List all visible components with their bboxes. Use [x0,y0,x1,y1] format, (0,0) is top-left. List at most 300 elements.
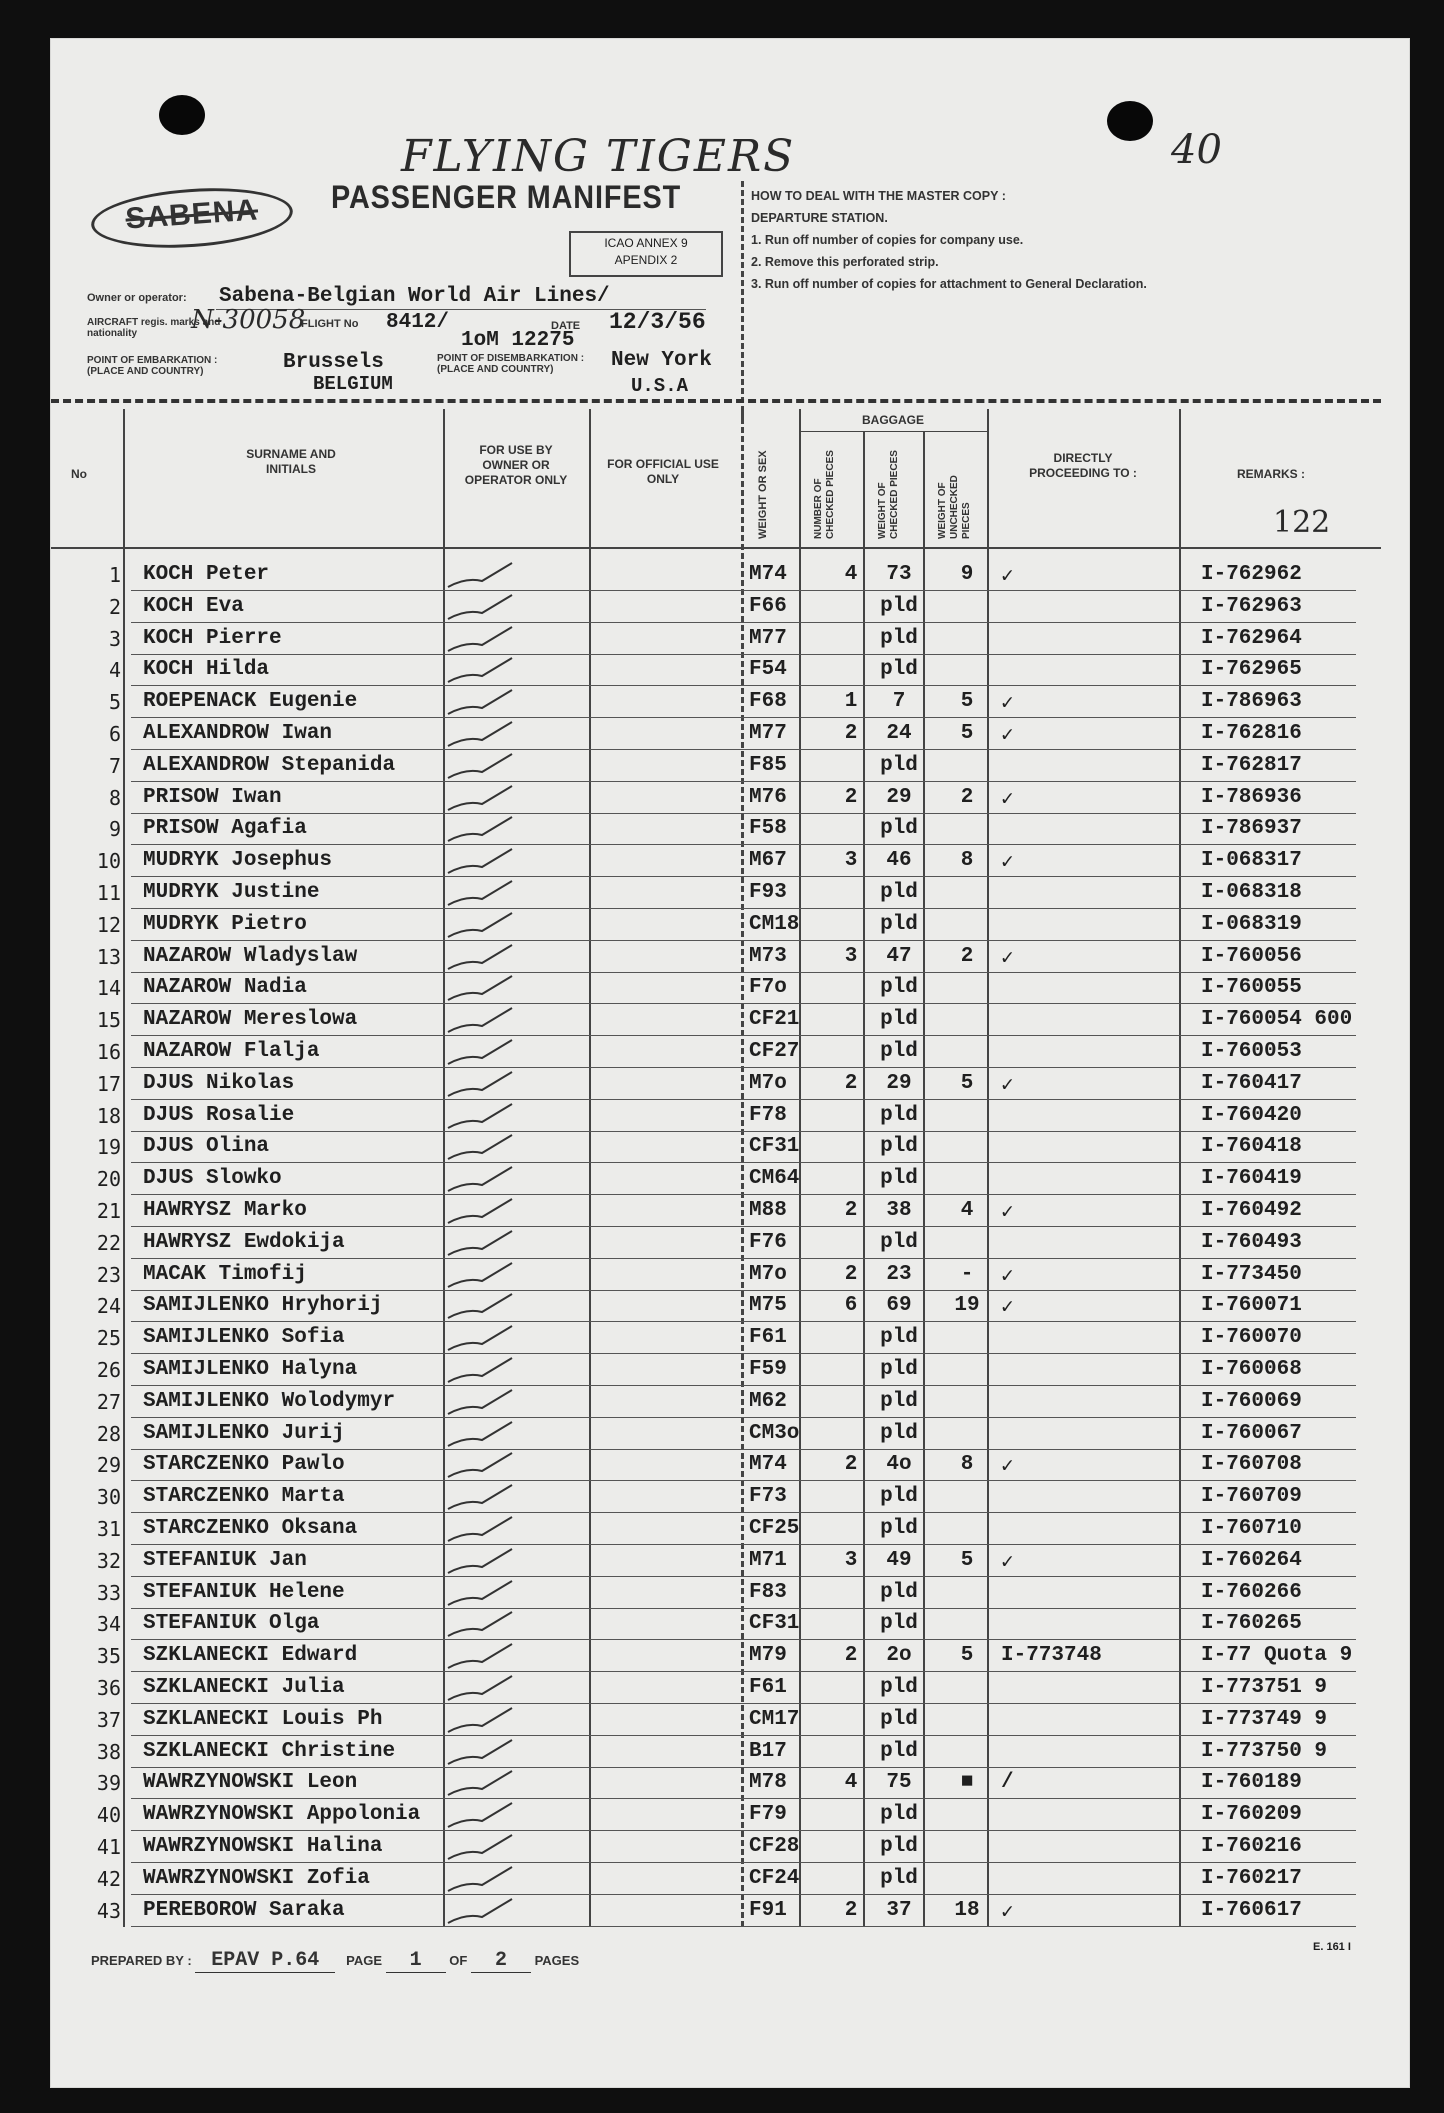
cell-ws: M74 [749,563,787,586]
cell-wc: 38 [886,1199,912,1222]
date-value: 12/3/56 [609,309,706,335]
checkmark-icon [446,1861,516,1897]
cell-wc: pld [880,817,918,841]
icao-line2: APENDIX 2 [614,253,678,267]
cell-ws: F73 [749,1485,787,1509]
checkmark-icon [446,684,516,720]
checkmark-icon [446,652,516,688]
cell-name: SAMIJLENKO Hryhorij [143,1294,383,1318]
cell-ws: CM64 [749,1167,800,1191]
cell-name: SZKLANECKI Julia [143,1676,345,1699]
checkmark-icon [446,621,516,657]
cell-wu: 5 [960,1071,974,1095]
cell-rem: I-760493 [1201,1230,1302,1254]
howto-instructions [751,185,1147,295]
table-row [51,1640,1391,1672]
cell-rem: I-762816 [1201,722,1302,745]
owner-value: Sabena-Belgian World Air Lines/ [219,285,610,308]
cell-np: 3 [844,944,858,968]
checkmark-icon [446,1288,516,1324]
flight-value: 8412/ [386,311,450,334]
cell-name: HAWRYSZ Marko [143,1199,307,1222]
cell-wc: 24 [886,722,912,745]
table-row [51,1195,1391,1227]
cell-name: KOCH Hilda [143,658,270,682]
cell-rem: I-760710 [1201,1517,1302,1540]
cell-no: 31 [96,1517,121,1541]
cell-name: PRISOW Iwan [143,785,282,809]
checkmark-icon [446,1447,516,1483]
cell-ws: M62 [749,1389,787,1413]
cell-wc: pld [880,753,918,777]
cell-np: 2 [844,1898,858,1922]
cell-dir: ✓ [1001,1297,1014,1321]
table-row [51,1131,1391,1163]
cell-no: 1 [108,563,121,587]
cell-no: 12 [96,912,121,937]
cell-ws: F58 [749,817,787,841]
cell-wu: 4 [960,1199,974,1222]
cell-ws: M77 [749,722,787,745]
flight-extra: 1oM 12275 [461,329,575,352]
cell-wc: 4o [886,1453,912,1477]
remarks-count: 122 [1273,505,1331,540]
cell-np: 3 [844,1548,858,1572]
row-rule [131,1926,1356,1927]
cell-name: HAWRYSZ Ewdokija [143,1230,345,1254]
cell-dir: ✓ [1001,693,1014,717]
checkmark-icon [446,1670,516,1706]
table-row [51,813,1391,845]
baggage-divider [799,431,987,432]
table-row [51,1354,1391,1386]
checkmark-icon [446,907,516,943]
cell-wc: pld [880,1803,918,1827]
cell-wu: 8 [960,849,974,873]
cell-name: DJUS Slowko [143,1167,282,1191]
table-row [51,1418,1391,1450]
cell-rem: I-760419 [1201,1167,1302,1191]
cell-dir: I-773748 [1001,1644,1102,1668]
cell-wc: pld [880,1676,918,1699]
col-weight-sex: WEIGHT OR SEX [757,450,769,539]
cell-name: WAWRZYNOWSKI Leon [143,1771,358,1795]
checkmark-icon [446,1193,516,1229]
cell-np: 2 [844,1199,858,1222]
cell-name: MACAK Timofij [143,1262,307,1286]
table-row [51,941,1391,973]
cell-ws: F59 [749,1358,787,1381]
flight-label: FLIGHT No [301,318,359,330]
cell-rem: I-760417 [1201,1071,1302,1095]
of-value: 2 [471,1949,531,1973]
aircraft-label: AIRCRAFT regis. marks and nationality [87,317,221,339]
col-owner-use: FOR USE BY OWNER OR OPERATOR ONLY [464,443,568,487]
table-row [51,686,1391,718]
cell-wc: pld [880,1389,918,1413]
cell-name: SZKLANECKI Louis Ph [143,1707,383,1731]
cell-ws: M78 [749,1771,787,1795]
cell-wu: 8 [960,1453,974,1477]
aircraft-value: N-30058 [191,305,306,335]
cell-ws: F78 [749,1103,787,1127]
cell-name: PEREBOROW Saraka [143,1898,345,1922]
cell-np: 2 [844,785,858,809]
checkmark-icon [446,970,516,1006]
cell-no: 34 [96,1612,121,1637]
cell-wc: pld [880,1421,918,1445]
table-row [51,1386,1391,1418]
cell-rem: I-760069 [1201,1389,1302,1413]
cell-wc: pld [880,1612,918,1636]
cell-no: 5 [108,690,121,715]
howto-title: HOW TO DEAL WITH THE MASTER COPY : [751,189,1006,203]
cell-no: 3 [108,626,121,651]
cell-ws: M88 [749,1199,787,1222]
cell-ws: M79 [749,1644,787,1668]
checkmark-icon [446,811,516,847]
cell-wu: ■ [960,1771,974,1795]
cell-np: 3 [844,849,858,873]
cell-dir: ✓ [1001,947,1014,971]
cell-no: 19 [96,1135,121,1160]
cell-wc: 69 [886,1294,912,1318]
punch-hole-right [1107,101,1153,141]
cell-dir: ✓ [1001,566,1014,589]
cell-ws: M71 [749,1548,787,1572]
cell-rem: I-786937 [1201,817,1302,841]
howto-station: DEPARTURE STATION. [751,211,888,225]
cell-np: 6 [844,1294,858,1318]
checkmark-icon [446,1257,516,1293]
cell-rem: I-760418 [1201,1135,1302,1159]
cell-wc: 49 [886,1548,912,1572]
cell-name: KOCH Eva [143,594,244,618]
cell-no: 13 [96,944,121,969]
table-row [51,1163,1391,1195]
cell-name: SZKLANECKI Christine [143,1739,396,1763]
icao-line1: ICAO ANNEX 9 [604,236,688,250]
cell-wu: 5 [960,690,974,714]
cell-wc: 75 [886,1771,912,1795]
embarkation-country: BELGIUM [313,373,393,395]
checkmark-icon [446,1352,516,1388]
table-row [51,877,1391,909]
checkmark-icon [446,557,516,593]
col-baggage: BAGGAGE [861,413,924,427]
cell-wc: pld [880,594,918,618]
checkmark-icon [446,1702,516,1738]
page-label: PAGE [346,1953,383,1968]
cell-dir: ✓ [1001,1202,1014,1225]
checkmark-icon [446,1416,516,1452]
page-value: 1 [386,1949,446,1973]
cell-wc: pld [880,1358,918,1381]
cell-ws: CF21 [749,1008,800,1032]
checkmark-icon [446,1066,516,1102]
cell-ws: F76 [749,1230,787,1254]
cell-name: STARCZENKO Pawlo [143,1453,345,1477]
cell-name: SZKLANECKI Edward [143,1644,358,1668]
cell-name: NAZAROW Nadia [143,976,307,1000]
table-row [51,591,1391,623]
table-row [51,1831,1391,1863]
cell-no: 41 [96,1835,121,1859]
table-row [51,1449,1391,1481]
cell-np: 2 [844,1071,858,1095]
embarkation-label: POINT OF EMBARKATION : (PLACE AND COUNTRY) [87,355,218,377]
table-row [51,1863,1391,1895]
checkmark-icon [446,1765,516,1801]
column-header-bottom [51,547,1381,549]
table-row [51,1704,1391,1736]
cell-wc: pld [880,881,918,904]
prepared-value: EPAV P.64 [195,1949,335,1973]
cell-rem: I-762817 [1201,753,1302,777]
cell-no: 20 [96,1167,121,1192]
cell-no: 4 [108,658,121,683]
cell-wu: 18 [954,1898,980,1922]
cell-name: ALEXANDROW Stepanida [143,753,396,777]
table-row [51,1481,1391,1513]
cell-wc: 23 [886,1262,912,1286]
cell-ws: M7o [749,1262,787,1286]
cell-name: STARCZENKO Marta [143,1485,345,1509]
checkmark-icon [446,1002,516,1038]
cell-no: 30 [96,1485,121,1510]
checkmark-icon [446,1129,516,1165]
cell-no: 21 [96,1199,121,1223]
cell-name: ALEXANDROW Iwan [143,722,333,745]
cell-name: PRISOW Agafia [143,817,307,841]
col-weight-checked: WEIGHT OF CHECKED PIECES [877,450,900,539]
embarkation-city: Brussels [283,351,384,374]
date-label: DATE [551,320,581,332]
cell-no: 26 [96,1358,121,1382]
cell-no: 10 [96,849,121,874]
cell-wc: pld [880,976,918,1000]
cell-no: 35 [96,1644,121,1669]
cell-ws: M67 [749,849,787,873]
cell-ws: CM18 [749,912,800,936]
checkmark-icon [446,1098,516,1134]
cell-no: 24 [96,1294,121,1319]
cell-rem: I-760056 [1201,944,1302,968]
cell-np: 2 [844,1262,858,1286]
cell-rem: I-760216 [1201,1835,1302,1858]
cell-name: SAMIJLENKO Wolodymyr [143,1389,396,1413]
checkmark-icon [446,1511,516,1547]
cell-rem: I-760217 [1201,1866,1302,1890]
cell-no: 42 [96,1866,121,1891]
table-row [51,1895,1391,1927]
cell-ws: F93 [749,881,787,904]
cell-dir: ✓ [1001,788,1014,812]
cell-np: 2 [844,1644,858,1668]
cell-dir: ✓ [1001,1551,1014,1575]
cell-wc: pld [880,912,918,936]
owner-label: Owner or operator: [87,292,187,304]
checkmark-icon [446,1479,516,1515]
checkmark-icon [446,748,516,784]
checkmark-icon [446,1734,516,1770]
cell-no: 22 [96,1230,121,1255]
cell-no: 38 [96,1739,121,1764]
cell-rem: I-760265 [1201,1612,1302,1636]
cell-ws: CF24 [749,1866,800,1890]
cell-wc: pld [880,626,918,650]
of-label: OF [449,1953,468,1968]
prepared-label: PREPARED BY : [91,1953,192,1968]
cell-rem: I-762962 [1201,563,1302,586]
cell-no: 32 [96,1548,121,1573]
cell-ws: F68 [749,690,787,714]
cell-wc: pld [880,1866,918,1890]
col-official-use: FOR OFFICIAL USE ONLY [607,457,719,486]
punch-hole-left [159,95,205,135]
table-row [51,1227,1391,1259]
table-row [51,623,1391,655]
cell-name: SAMIJLENKO Jurij [143,1421,345,1445]
cell-no: 33 [96,1580,121,1605]
cell-rem: I-068318 [1201,881,1302,904]
manifest-title: PASSENGER MANIFEST [331,179,682,215]
cell-name: STEFANIUK Helene [143,1580,345,1604]
checkmark-icon [446,939,516,975]
cell-no: 36 [96,1676,121,1700]
cell-no: 14 [96,976,121,1001]
cell-wc: pld [880,1326,918,1350]
checkmark-icon [446,589,516,625]
checkmark-icon [446,1893,516,1929]
cell-wc: pld [880,1167,918,1191]
cell-wc: 73 [886,563,912,586]
cell-name: KOCH Peter [143,563,270,586]
cell-wc: 47 [886,944,912,968]
cell-name: MUDRYK Pietro [143,912,307,936]
perforation-line [741,181,744,421]
cell-wu: 5 [960,722,974,745]
cell-rem: I-762965 [1201,658,1302,682]
checkmark-icon [446,1829,516,1865]
cell-name: KOCH Pierre [143,626,282,650]
cell-rem: I-760054 600 [1201,1008,1353,1032]
table-row [51,909,1391,941]
cell-dir: ✓ [1001,1456,1014,1480]
cell-no: 15 [96,1008,121,1033]
cell-wc: pld [880,1230,918,1254]
cell-name: DJUS Rosalie [143,1103,295,1127]
checkmark-icon [446,875,516,911]
table-row [51,718,1391,750]
table-row [51,1736,1391,1768]
howto-step1: 1. Run off number of copies for company use. [751,233,1024,247]
cell-wc: 2o [886,1644,912,1668]
table-row [51,1672,1391,1704]
disembarkation-city: New York [611,349,712,372]
col-surname: SURNAME AND INITIALS [246,447,336,476]
table-row [51,1545,1391,1577]
cell-ws: CM17 [749,1707,800,1731]
cell-name: STEFANIUK Olga [143,1612,320,1636]
handwritten-airline: FLYING TIGERS [401,131,796,182]
cell-ws: F79 [749,1803,787,1827]
cell-rem: I-760070 [1201,1326,1302,1350]
cell-name: MUDRYK Justine [143,881,320,904]
cell-no: 11 [96,881,121,905]
table-row [51,845,1391,877]
table-row [51,1577,1391,1609]
cell-name: WAWRZYNOWSKI Appolonia [143,1803,421,1827]
checkmark-icon [446,1320,516,1356]
cell-wc: 29 [886,785,912,809]
cell-wc: pld [880,1739,918,1763]
table-row [51,1100,1391,1132]
cell-rem: I-760071 [1201,1294,1302,1318]
cell-wu: 9 [960,563,974,586]
table-row [51,972,1391,1004]
table-row [51,782,1391,814]
cell-ws: F61 [749,1676,787,1699]
cell-wu: 5 [960,1548,974,1572]
table-row [51,1068,1391,1100]
cell-no: 7 [108,753,121,778]
table-row [51,1513,1391,1545]
cell-no: 29 [96,1453,121,1478]
table-row [51,1004,1391,1036]
cell-ws: CF31 [749,1612,800,1636]
cell-name: NAZAROW Wladyslaw [143,944,358,968]
cell-rem: I-760209 [1201,1803,1302,1827]
checkmark-icon [446,1638,516,1674]
cell-no: 6 [108,722,121,746]
table-row [51,750,1391,782]
col-num-checked: NUMBER OF CHECKED PIECES [813,450,836,539]
checkmark-icon [446,1161,516,1197]
cell-ws: M76 [749,785,787,809]
cell-wc: pld [880,1040,918,1063]
cell-rem: I-760053 [1201,1040,1302,1063]
cell-wc: pld [880,1517,918,1540]
cell-rem: I-773750 9 [1201,1739,1328,1763]
cell-rem: I-760708 [1201,1453,1302,1477]
cell-name: STEFANIUK Jan [143,1548,307,1572]
table-row [51,1290,1391,1322]
howto-step3: 3. Run off number of copies for attachment to General Declaration. [751,277,1147,291]
cell-ws: F85 [749,753,787,777]
disembarkation-country: U.S.A [631,375,689,397]
cell-dir: ✓ [1001,1074,1014,1098]
checkmark-icon [446,1384,516,1420]
cell-dir: ✓ [1001,1265,1014,1289]
cell-np: 1 [844,690,858,714]
cell-wc: 37 [886,1898,912,1922]
cell-name: DJUS Nikolas [143,1071,295,1095]
checkmark-icon [446,780,516,816]
checkmark-icon [446,843,516,879]
cell-wu: 2 [960,785,974,809]
cell-name: NAZAROW Flalja [143,1040,320,1063]
cell-wc: pld [880,1580,918,1604]
cell-rem: I-760264 [1201,1548,1302,1572]
cell-dir: ✓ [1001,852,1014,876]
checkmark-icon [446,1034,516,1070]
cell-no: 28 [96,1421,121,1446]
checkmark-icon [446,1797,516,1833]
cell-rem: I-760420 [1201,1103,1302,1127]
cell-name: SAMIJLENKO Halyna [143,1358,358,1381]
col-remarks: REMARKS : [1237,467,1305,481]
